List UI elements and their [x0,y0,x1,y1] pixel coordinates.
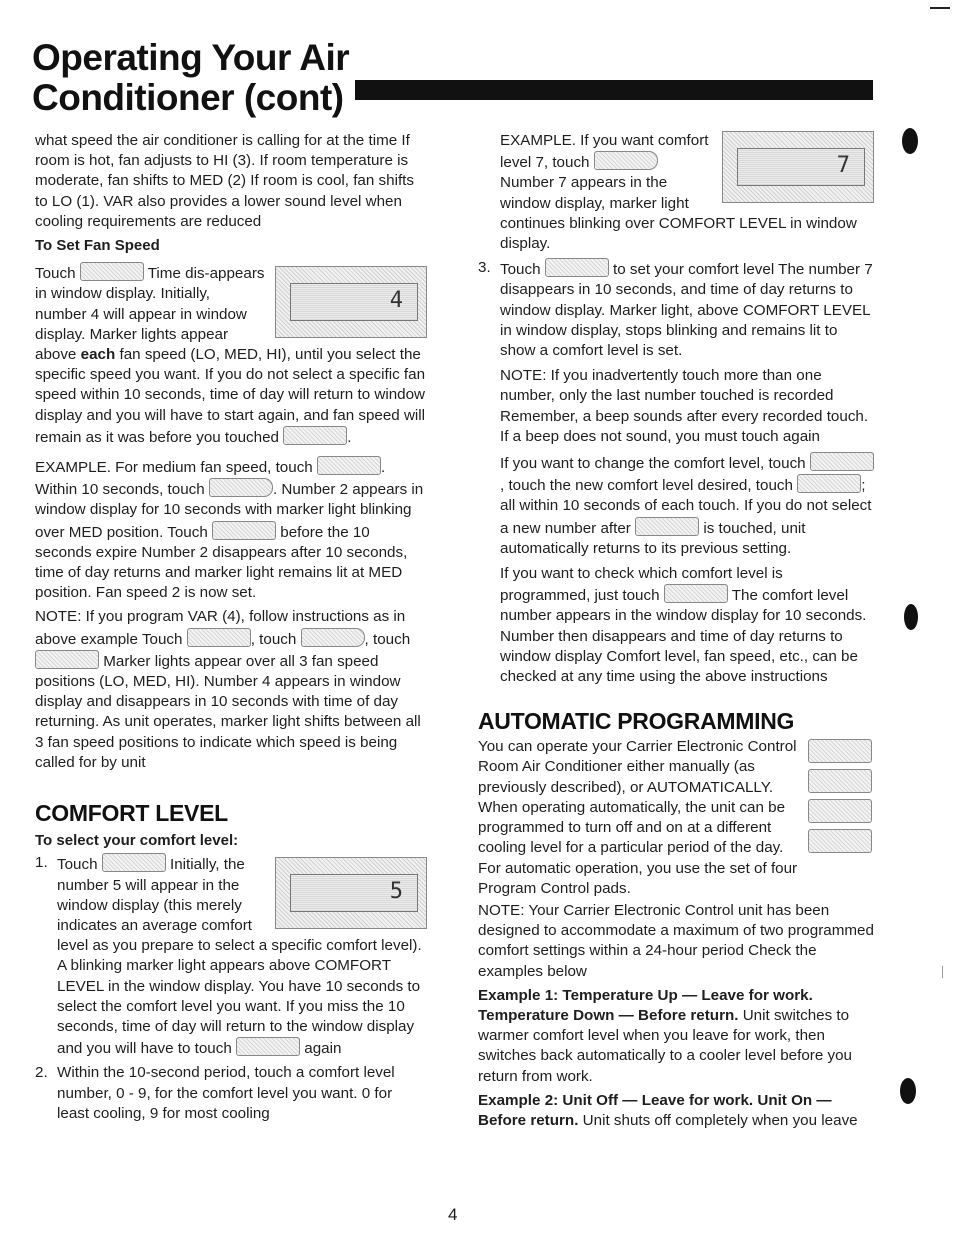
page-title [32,38,349,118]
program-pad-2-icon [808,769,872,793]
text-run: Unit shuts off completely when you leave [582,1111,858,1129]
text-run: You can operate your Carrier Electronic Control Room Air Conditioner either manually (as previously described), or AUTOMATICALLY. When operating automatically, the unit can be programmed to turn off and on at a different cooling level for a particular period of the day. For automatic operation, you use the set of four Program Control pads. [478,738,798,897]
display-screen [290,874,418,912]
title-rule-bar [355,80,873,100]
fan-speed-pad-icon [80,262,144,281]
text-run: Touch [500,261,541,279]
text-run: . Number 2 appears in window display for 10 seconds with marker light blinking over MED position. Touch [35,481,424,541]
text-run: . [347,428,352,446]
fan-speed-pad-icon [212,521,276,540]
step-number: 2. [35,1064,48,1082]
program-control-pads-illustration [808,739,874,859]
text-run: Within the 10-second period, touch a comfort level number, 0 - 9, for the comfort level you want. 0 for least cooling, 9 for most cooling [57,1064,395,1122]
comfort-level-pad-icon [797,474,861,493]
comfort-step-1 [35,853,427,1059]
binding-hole-mark [904,604,918,630]
comfort-subheading: To select your comfort level: [35,832,239,850]
left-column [35,131,427,1124]
text-run: ; all within 10 seconds of each touch. If you do not select a new number after [500,477,872,537]
auto-paragraph [478,737,874,899]
text-run: , touch the new comfort level desired, touch [500,477,793,495]
fan-paragraph-1 [35,262,427,448]
binding-hole-mark [902,128,918,154]
display-digit: 4 [389,288,403,314]
text-run: Initially, the number 5 will appear in the window display (this merely indicates an average comfort level as you prepare to select a specific comfort level). A blinking marker light appears above COMFORT LEVEL in the window display. You have 10 seconds to select the comfort level you want. If you miss the 10 seconds, time of day will return to the window display and you will have to touch [57,856,422,1058]
text-run-bold: Example 1: Temperature Up — Leave for work. Temperature Down — Before return. [478,986,813,1024]
text-run: . Within 10 seconds, touch [35,459,386,499]
fan-paragraph-3 [35,607,427,773]
fan-speed-pad-icon [283,426,347,445]
title-line-2: Conditioner (cont) [32,77,344,118]
step-number: 1. [35,854,48,872]
text-run: The comfort level number appears in the window display for 10 seconds. Number then disappears and time of day returns to window display Comfort level, fan speed, etc., can be checked at any time using the above instructions [500,587,867,686]
fan-speed-pad-icon [317,456,381,475]
page-number: 4 [448,1205,458,1224]
text-run-bold: each [80,346,116,364]
text-run: before the 10 seconds expire Number 2 disappears after 10 seconds, time of day returns and marker light remains lit at MED position. Fan speed 2 is now set. [35,523,408,602]
text-run: Number 7 appears in the window display, marker light continues blinking over COMFORT LEVEL in window display. [500,174,857,253]
number-pad-icon [301,628,365,647]
example-2 [478,1091,874,1131]
automatic-programming-heading: AUTOMATIC PROGRAMMING [478,708,795,735]
comfort-level-heading: COMFORT LEVEL [35,800,228,827]
step-number: 3. [478,259,491,277]
binding-hole-mark [900,1078,916,1104]
text-run: is touched, unit automatically returns to its previous setting. [500,519,806,557]
comfort-level-pad-icon [236,1037,300,1056]
comfort-level-pad-icon [635,517,699,536]
fan-speed-pad-icon [187,628,251,647]
right-column [478,131,874,1131]
display-screen [290,283,418,321]
title-line-1: Operating Your Air [32,37,350,78]
text-run: , touch [364,630,411,648]
check-level-paragraph [478,564,874,687]
note-paragraph: NOTE: If you inadvertently touch more than one number, only the last number touched is recorded Remember, a beep sounds after every recorded touch. If a beep does not sound, you must touch again [500,367,869,445]
comfort-level-pad-icon [102,853,166,872]
comfort-level-pad-icon [664,584,728,603]
change-level-paragraph [478,452,874,559]
example-1 [478,986,874,1087]
fan-speed-heading: To Set Fan Speed [35,237,160,255]
fan-window-display-illustration [275,266,427,338]
text-run: to set your comfort level The number 7 disappears in 10 seconds, and time of day returns to window display. Marker light, above COMFORT LEVEL in window display, stops blinking and remains lit to show a comfort level is set. [500,261,873,360]
corner-mark [930,7,950,9]
program-pad-4-icon [808,829,872,853]
comfort-level-pad-icon [545,258,609,277]
comfort-step-3 [478,258,874,361]
text-run: EXAMPLE. For medium fan speed, touch [35,459,313,477]
display-digit: 5 [389,879,403,905]
intro-paragraph: what speed the air conditioner is calling for at the time If room is hot, fan adjusts to HI (3). If room temperature is moderate, fan shifts to MED (2) If room is cool, fan shifts to LO (1). VAR also provides a lower sound level when cooling requirements are reduced [35,132,414,230]
text-run: Touch [35,265,76,283]
example-window-display-illustration [722,131,874,203]
comfort-level-pad-icon [810,452,874,471]
comfort-step-2 [35,1063,427,1124]
text-run: , touch [250,630,297,648]
text-run: again [304,1040,342,1058]
program-pad-1-icon [808,739,872,763]
number-pad-icon [209,478,273,497]
text-run: If you want to check which comfort level is programmed, just touch [500,565,783,605]
display-digit: 7 [836,153,850,178]
number-pad-icon [594,151,658,170]
text-run: Time dis-appears in window display. Initially, number 4 will appear in window display. Marker lights appear above [35,265,265,364]
text-run: Touch [57,856,98,874]
text-run: EXAMPLE. If you want comfort level 7, touch [500,132,709,172]
comfort-window-display-illustration [275,857,427,929]
fan-speed-pad-icon [35,650,99,669]
program-pad-3-icon [808,799,872,823]
margin-tick [942,966,943,978]
comfort-example [478,131,874,254]
text-run: fan speed (LO, MED, HI), until you select the specific speed you want. If you do not select a specific fan speed within 10 seconds, time of day will return to window display and you will have to start again, and fan speed will remain as it was before you touched [35,346,426,446]
text-run-bold: Example 2: Unit Off — Leave for work. Unit On — Before return. [478,1091,832,1129]
auto-note: NOTE: Your Carrier Electronic Control unit has been designed to accommodate a maximum of two programmed comfort settings within a 24-hour period Check the examples below [478,901,874,980]
text-run: Marker lights appear over all 3 fan speed positions (LO, MED, HI). Number 4 appears in window display and disappears in 10 seconds with time of day returning. As unit operates, marker light shifts between all 3 fan speed positions to indicate which speed is being called for by unit [35,652,421,771]
fan-paragraph-2 [35,456,427,603]
text-run: If you want to change the comfort level, touch [500,455,806,473]
text-run: Unit switches to warmer comfort level when you leave for work, then switches back automatically to a cooler level before you return from work. [478,1006,852,1085]
display-screen [737,148,865,186]
text-run: NOTE: If you program VAR (4), follow instructions as in above example Touch [35,608,406,648]
